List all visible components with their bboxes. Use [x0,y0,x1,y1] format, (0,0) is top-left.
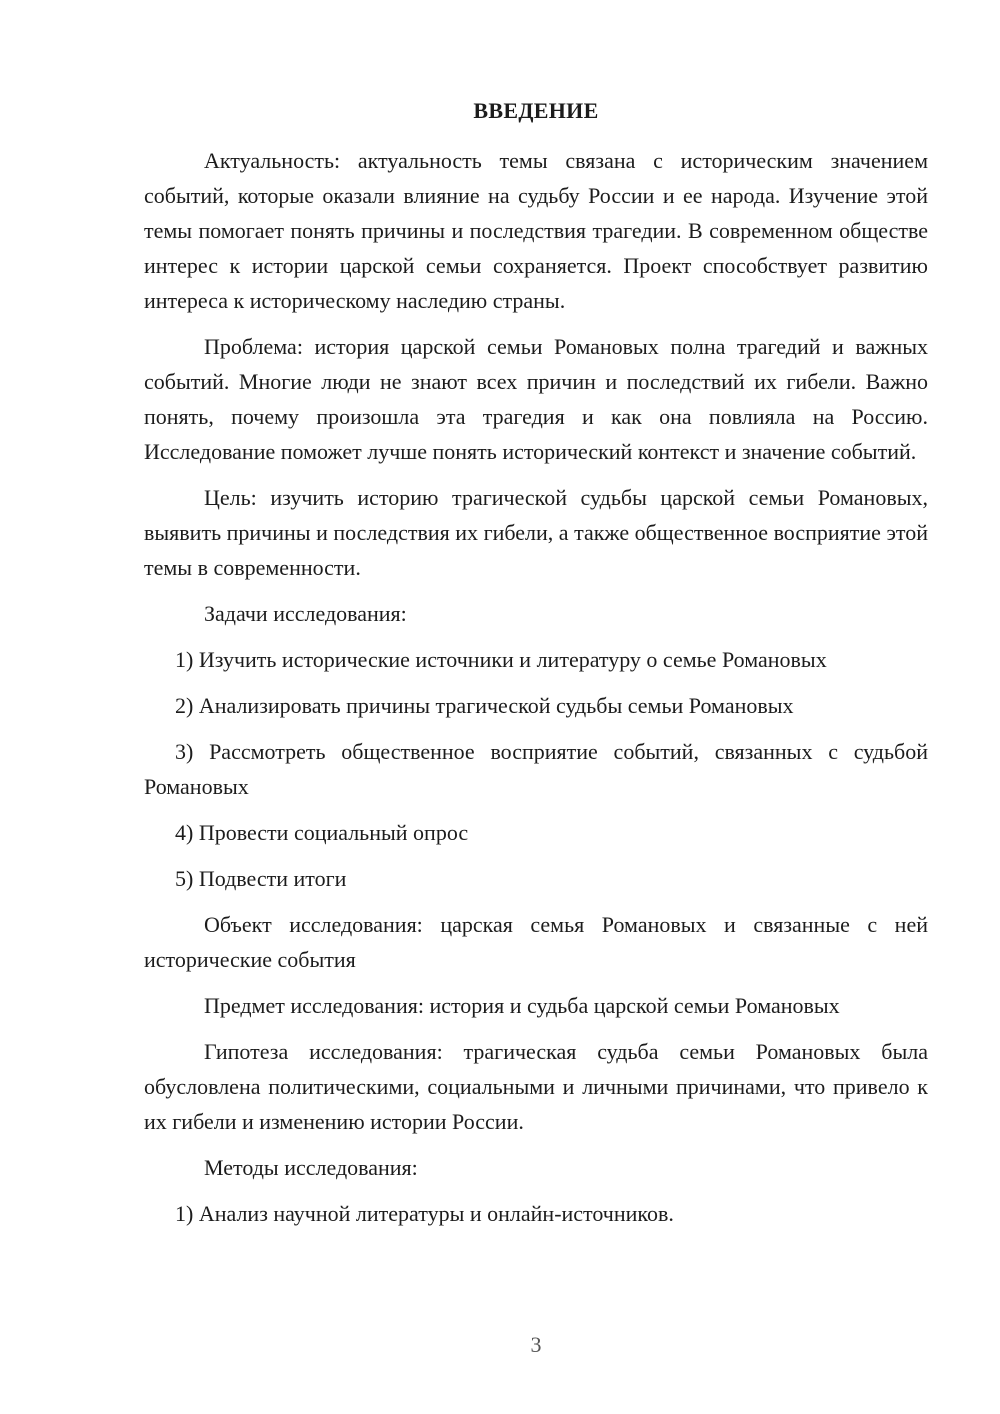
page-number: 3 [530,1332,542,1357]
tasks-heading: Задачи исследования: [204,601,407,626]
document-body [144,143,928,1242]
methods-heading: Методы исследования: [204,1155,418,1180]
subject-paragraph: Предмет исследования: история и судьба царской семьи Романовых [204,993,840,1018]
relevance-paragraph: Актуальность: актуальность темы связана с историческим значением событий, которые оказали влияние на судьбу России и ее народа. Изучение этой темы помогает понять причины и последствия трагедии. В современном обществе интерес к истории царской семьи сохраняется. Проект способствует развитию интереса к историческому наследию страны. [144,148,928,313]
hypothesis-paragraph: Гипотеза исследования: трагическая судьба семьи Романовых была обусловлена политическими, социальными и личными причинами, что привело к их гибели и изменению истории России. [144,1039,928,1134]
method-item: 1) Анализ научной литературы и онлайн-источников. [175,1201,674,1226]
task-item: 4) Провести социальный опрос [175,820,469,845]
goal-paragraph: Цель: изучить историю трагической судьбы царской семьи Романовых, выявить причины и последствия их гибели, а также общественное восприятие этой темы в современности. [144,485,928,580]
task-item: 2) Анализировать причины трагической судьбы семьи Романовых [175,693,794,718]
problem-paragraph: Проблема: история царской семьи Романовых полна трагедий и важных событий. Многие люди не знают всех причин и последствий их гибели. Важно понять, почему произошла эта трагедия и как она повлияла на Россию. Исследование поможет лучше понять исторический контекст и значение событий. [144,334,928,464]
task-item: 3) Рассмотреть общественное восприятие событий, связанных с судьбой Романовых [144,739,928,799]
section-title: ВВЕДЕНИЕ [473,98,599,123]
task-item: 5) Подвести итоги [175,866,347,891]
object-paragraph: Объект исследования: царская семья Романовых и связанные с ней исторические события [144,912,928,972]
task-item: 1) Изучить исторические источники и литературу о семье Романовых [175,647,827,672]
